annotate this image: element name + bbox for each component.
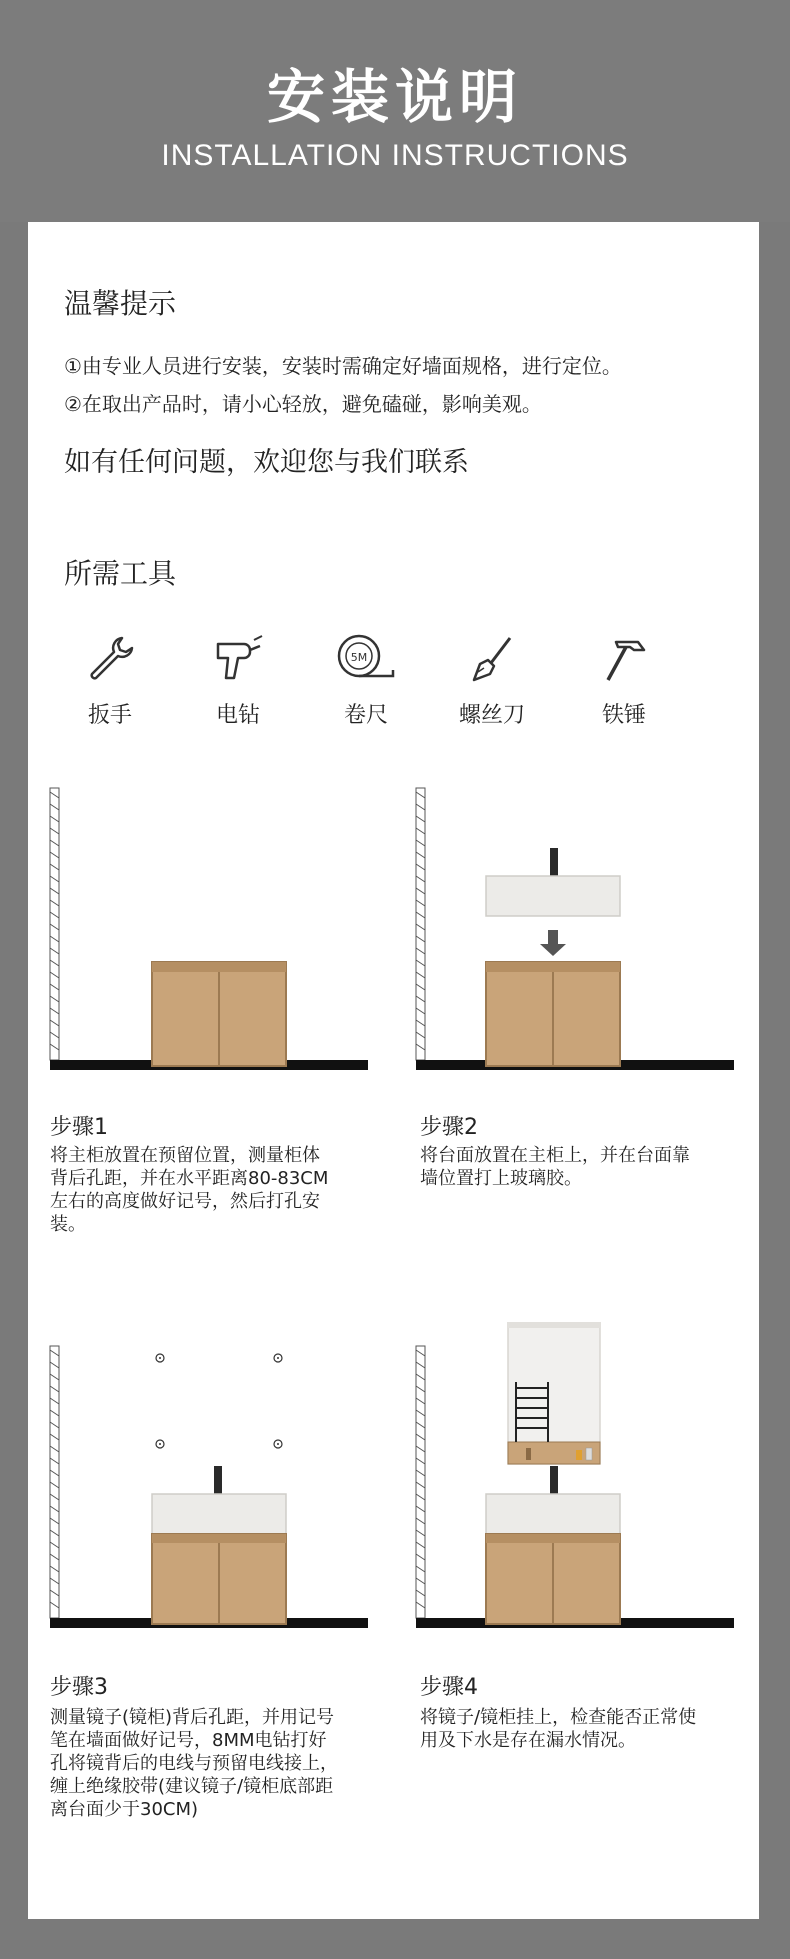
main-cabinet [152,962,286,1066]
tool-label: 扳手 [87,703,132,728]
step-text-line: 左右的高度做好记号，然后打孔安 [50,1191,320,1212]
tips-title: 温馨提示 [64,287,177,320]
main-cabinet [152,1534,286,1624]
content-panel [28,222,759,1919]
tool-wrench [50,630,170,729]
tools-title: 所需工具 [64,557,177,590]
tool-drill [178,630,298,729]
step4-title: 步骤4 [420,1675,478,1700]
page-title: 安装说明 [266,63,523,131]
step-text-line: 笔在墙面做好记号，8MM电钻打好 [50,1730,327,1751]
step-text-line: 缠上绝缘胶带(建议镜子/镜柜底部距 [50,1776,334,1797]
tip-line-2: ②在取出产品时，请小心轻放，避免磕碰，影响美观。 [64,392,542,416]
tape-measure-icon [335,630,397,686]
tool-label: 螺丝刀 [458,703,525,728]
screwdriver-icon [464,630,520,686]
tool-label: 铁锤 [601,703,646,728]
step-text-line: 背后孔距，并在水平距离80-83CM [50,1168,329,1189]
tool-label: 卷尺 [343,703,388,728]
step-text-line: 将主柜放置在预留位置，测量柜体 [50,1145,320,1166]
step1-text [50,1144,328,1236]
main-cabinet [486,962,620,1066]
main-cabinet [486,1534,620,1624]
step-text-line: 将台面放置在主柜上，并在台面靠 [420,1145,690,1166]
header [0,0,790,222]
countertop-basin [152,1466,286,1534]
step4-text [420,1706,696,1752]
countertop-basin [486,848,620,916]
step4-illustration [408,1322,748,1640]
step2-text [420,1144,690,1190]
tool-screwdriver [432,630,552,729]
wrench-icon [82,630,138,686]
tape-badge-text: 5M [350,651,368,664]
step3-text [50,1706,338,1821]
tool-tape-measure [306,630,426,729]
step1-title: 步骤1 [50,1115,108,1140]
step-text-line: 用及下水是存在漏水情况。 [420,1730,636,1751]
contact-note: 如有任何问题，欢迎您与我们联系 [64,447,469,478]
step-text-line: 装。 [50,1214,86,1235]
step2-title: 步骤2 [420,1115,478,1140]
step-text-line: 将镜子/镜柜挂上，检查能否正常使 [420,1707,697,1728]
step-text-line: 离台面少于30CM) [50,1799,199,1820]
countertop-basin [486,1466,620,1534]
step-text-line: 测量镜子(镜柜)背后孔距，并用记号 [50,1707,335,1728]
drill-icon [210,630,266,686]
tool-hammer [564,630,684,729]
page-subtitle: INSTALLATION INSTRUCTIONS [161,139,629,172]
step3-title: 步骤3 [50,1675,108,1700]
hammer-icon [596,630,652,686]
step2-illustration [408,782,748,1082]
drill-hole-markers [156,1354,282,1448]
step3-illustration [42,1340,382,1640]
step-text-line: 墙位置打上玻璃胶。 [420,1168,582,1189]
tool-label: 电钻 [215,703,260,728]
down-arrow-icon [540,930,566,956]
step-text-line: 孔将镜背后的电线与预留电线接上， [50,1753,338,1774]
tip-line-1: ①由专业人员进行安装，安装时需确定好墙面规格，进行定位。 [64,354,622,378]
step1-illustration [42,782,382,1082]
mirror-cabinet [508,1322,600,1464]
